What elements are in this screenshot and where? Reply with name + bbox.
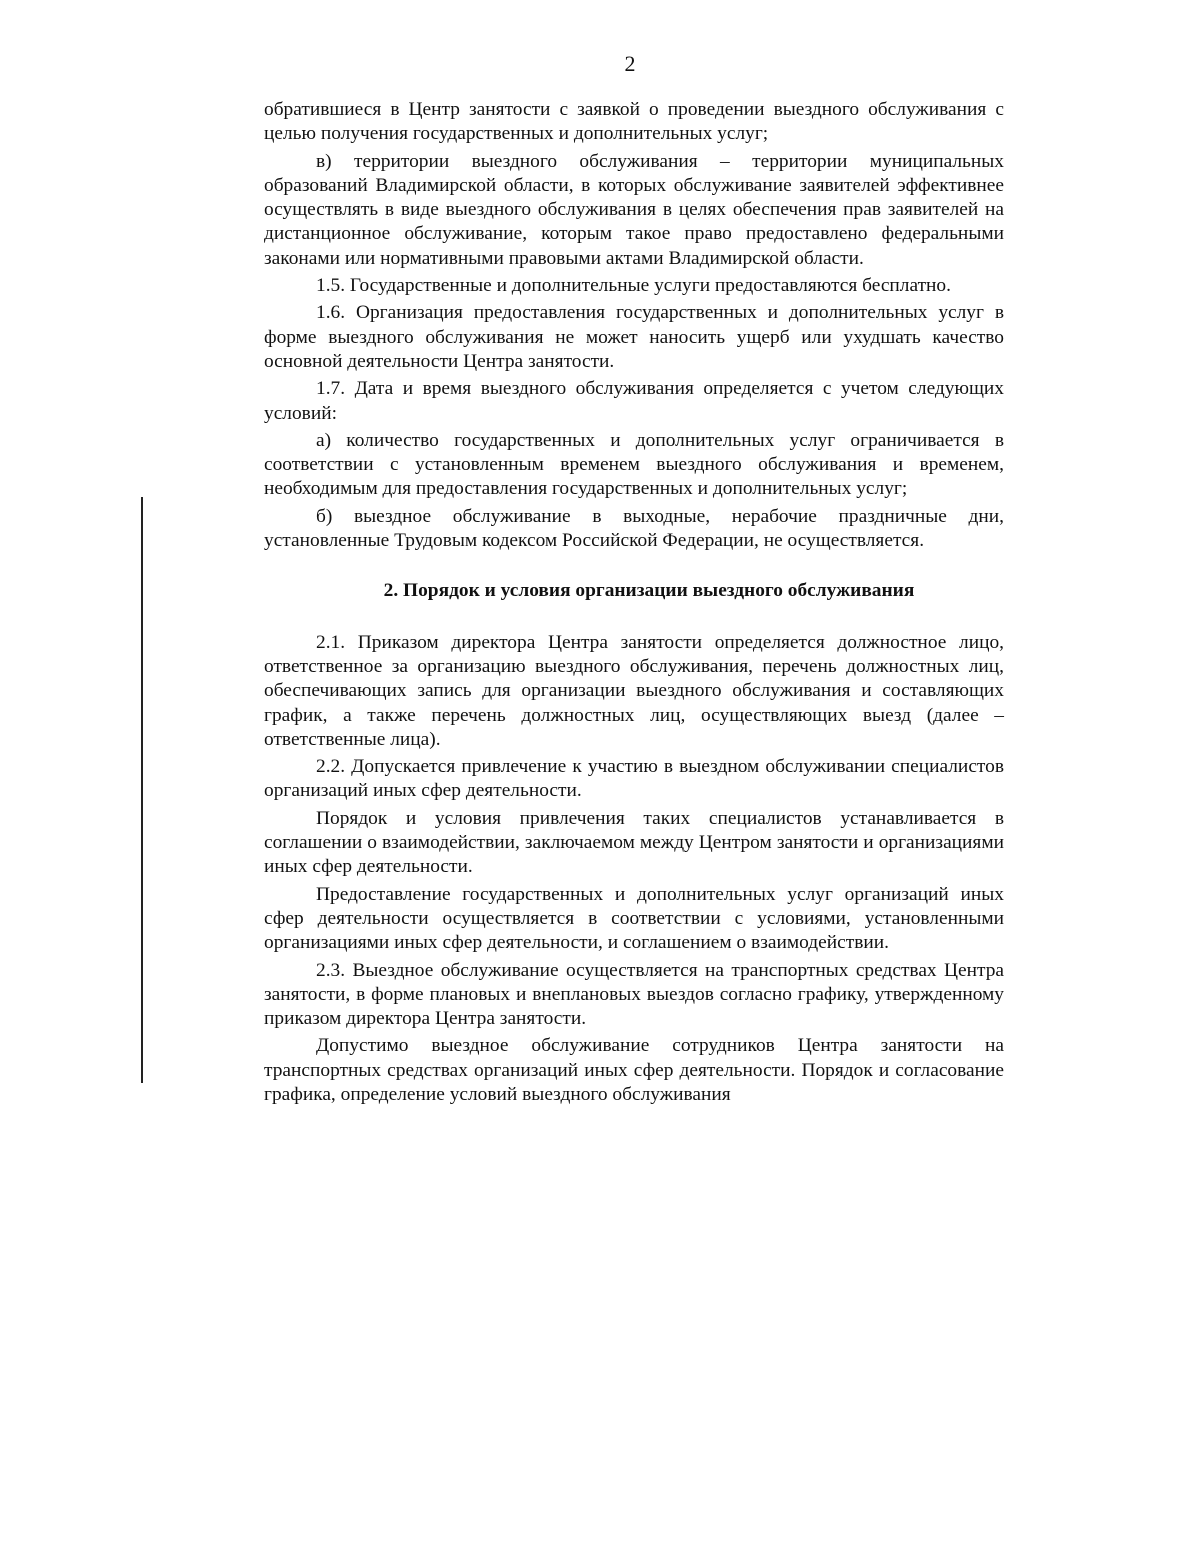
paragraph: Допустимо выездное обслуживание сотрудников Центра занятости на транспортных средствах организаций иных сфер деятельности. Порядок и согласование графика, определение условий выездного обслуживания	[264, 1035, 1004, 1105]
paragraph: 2.1. Приказом директора Центра занятости определяется должностное лицо, ответственное за организацию выездного обслуживания, перечень должностных лиц, обеспечивающих запись для организации выездного обслуживания и составляющих график, а также перечень должностных лиц, осуществляющих выезд (далее – ответственные лица).	[264, 631, 1004, 750]
paragraph: Порядок и условия привлечения таких специалистов устанавливается в соглашении о взаимодействии, заключаемом между Центром занятости и организациями иных сфер деятельности.	[264, 807, 1004, 878]
paragraph: 2.2. Допускается привлечение к участию в выездном обслуживании специалистов организаций иных сфер деятельности.	[264, 756, 1004, 802]
paragraph: б) выездное обслуживание в выходные, нерабочие праздничные дни, установленные Трудовым кодексом Российской Федерации, не осуществляется.	[264, 505, 1004, 552]
page-number: 2	[624, 51, 636, 76]
paragraph: обратившиеся в Центр занятости с заявкой о проведении выездного обслуживания с целью получения государственных и дополнительных услуг;	[264, 99, 1004, 145]
paragraph: а) количество государственных и дополнительных услуг ограничивается в соответствии с установленным временем выездного обслуживания и временем, необходимым для предоставления государственных и дополнительных услуг;	[264, 429, 1004, 500]
paragraph: 2.3. Выездное обслуживание осуществляется на транспортных средствах Центра занятости, в форме плановых и внеплановых выездов согласно графику, утвержденному приказом директора Центра занятости.	[264, 959, 1004, 1030]
margin-line	[141, 497, 143, 1083]
section-heading: 2. Порядок и условия организации выездного обслуживания	[383, 580, 915, 602]
paragraph: 1.6. Организация предоставления государственных и дополнительных услуг в форме выездного обслуживания не может наносить ущерб или ухудшать качество основной деятельности Центра занятости.	[264, 302, 1004, 372]
paragraph: Предоставление государственных и дополнительных услуг организаций иных сфер деятельности осуществляется в соответствии с условиями, установленными организациями иных сфер деятельности, и соглашением о взаимодействии.	[264, 883, 1004, 954]
paragraph: в) территории выездного обслуживания – территории муниципальных образований Владимирской области, в которых обслуживание заявителей эффективнее осуществлять в виде выездного обслуживания в целях обеспечения прав заявителей на дистанционное обслуживание, которым такое право предоставлено федеральными законами или нормативными правовыми актами Владимирской области.	[264, 150, 1004, 269]
paragraph: 1.5. Государственные и дополнительные услуги предоставляются бесплатно.	[316, 275, 951, 297]
document-body	[264, 98, 1004, 1110]
paragraph: 1.7. Дата и время выездного обслуживания определяется с учетом следующих условий:	[264, 378, 1004, 424]
